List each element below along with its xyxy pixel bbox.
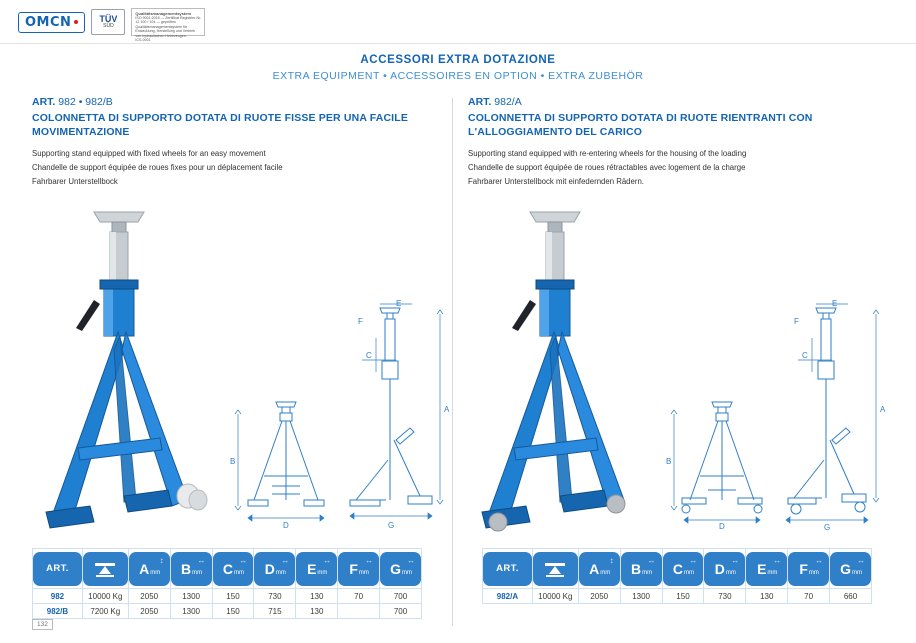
svg-text:F: F [358, 317, 363, 327]
header-pill-g [830, 552, 871, 586]
omcn-logo [18, 12, 85, 33]
unit-b: mm [642, 569, 653, 576]
cell-d: 715 [254, 604, 296, 619]
omcn-logo-text: OMCN [25, 14, 72, 30]
art-label: ART. [468, 96, 492, 108]
cell-c: 150 [212, 589, 254, 604]
unit-f: mm [808, 569, 819, 576]
unit-a: mm [150, 569, 161, 576]
cell-b: 1300 [620, 589, 662, 604]
svg-text:C: C [802, 351, 808, 361]
header-letter-a: A [139, 560, 150, 577]
cell-b: 1300 [170, 589, 212, 604]
spec-header-a [578, 549, 620, 589]
svg-text:E: E [832, 299, 838, 309]
arrow-horizontal-icon: ↔ [323, 555, 332, 565]
unit-d: mm [725, 569, 736, 576]
header-pill-a [579, 552, 620, 586]
tuv-sublabel: SÜD [103, 23, 114, 30]
spec-header-f [788, 549, 830, 589]
unit-g: mm [401, 569, 412, 576]
svg-text:G: G [388, 521, 395, 531]
art-line-left [32, 96, 452, 108]
art-line-right [468, 96, 888, 108]
header-letter-f: F [349, 560, 358, 577]
page-subtitle: EXTRA EQUIPMENT • ACCESSOIRES EN OPTION • EXTRA ZUBEHÖR [272, 70, 644, 82]
product-headline-left: COLONNETTA DI SUPPORTO DOTATA DI RUOTE FISSE PER UNA FACILE MOVIMENTAZIONE [32, 112, 408, 139]
spec-header-g [380, 549, 422, 589]
svg-text:G: G [824, 523, 831, 533]
spec-header-d [254, 549, 296, 589]
arrow-horizontal-icon: ↔ [815, 555, 824, 565]
header-pill-e [746, 552, 787, 586]
certificate-box [131, 8, 205, 43]
cell-a: 2050 [128, 589, 170, 604]
svg-text:A: A [880, 405, 886, 415]
cell-art: 982/B [33, 604, 83, 619]
arrow-horizontal-icon: ↔ [647, 555, 656, 565]
cell-g: 700 [380, 604, 422, 619]
load-capacity-icon [92, 559, 118, 579]
certificate-footer: ICS-0001 [135, 38, 151, 43]
stand-side-view-left [336, 300, 456, 530]
stand-front-view-right [664, 390, 776, 530]
spec-header-art [483, 549, 533, 589]
description-de: Fahrbarer Unterstellbock mit einfedernden Rädern. [468, 176, 644, 186]
spec-header-b [170, 549, 212, 589]
unit-e: mm [317, 569, 328, 576]
spec-table-left [32, 548, 422, 619]
header-pill-b [171, 552, 212, 586]
header-pill-d [254, 552, 295, 586]
spec-header-a [128, 549, 170, 589]
header-letter-f: F [799, 560, 808, 577]
spec-table [482, 548, 872, 604]
svg-text:B: B [230, 457, 236, 467]
spec-header-f [338, 549, 380, 589]
cell-e: 130 [296, 589, 338, 604]
spec-header-b [620, 549, 662, 589]
table-row [483, 589, 872, 604]
cell-e: 130 [746, 589, 788, 604]
svg-text:C: C [366, 351, 372, 361]
art-label: ART. [32, 96, 56, 108]
svg-text:D: D [283, 521, 289, 531]
header-letter-b: B [631, 560, 642, 577]
cell-b: 1300 [170, 604, 212, 619]
cell-c: 150 [662, 589, 704, 604]
header-letter-b: B [181, 560, 192, 577]
cell-f: 70 [788, 589, 830, 604]
cell-art: 982 [33, 589, 83, 604]
arrow-horizontal-icon: ↔ [365, 555, 374, 565]
product-description-left [32, 147, 452, 188]
description-de: Fahrbarer Unterstellbock [32, 176, 118, 186]
header-letter-g: G [840, 560, 851, 577]
header-pill-b [621, 552, 662, 586]
tuv-certification-icon [91, 9, 125, 35]
header-letter-g: G [390, 560, 401, 577]
cell-f: 70 [338, 589, 380, 604]
header-letter-d: D [264, 560, 275, 577]
spec-header-d [704, 549, 746, 589]
spec-header-g [830, 549, 872, 589]
header-pill-load [533, 552, 578, 586]
header-letter-d: D [714, 560, 725, 577]
table-row [33, 589, 422, 604]
arrow-horizontal-icon: ↔ [731, 555, 740, 565]
spec-table [32, 548, 422, 619]
header-letter-a: A [589, 560, 600, 577]
unit-f: mm [358, 569, 369, 576]
arrow-horizontal-icon: ↔ [857, 555, 865, 565]
arrow-vertical-icon: ↕ [159, 555, 164, 565]
cell-d: 730 [704, 589, 746, 604]
description-en: Supporting stand equipped with re-entering wheels for the housing of the loading [468, 149, 747, 159]
unit-a: mm [600, 569, 611, 576]
header-letter-e: E [757, 560, 767, 577]
art-codes: 982 • 982/B [58, 96, 113, 108]
cell-d: 730 [254, 589, 296, 604]
cell-f [338, 604, 380, 619]
product-block-right [468, 96, 888, 539]
spec-header-row [483, 549, 872, 589]
spec-header-load [82, 549, 128, 589]
illustration-left [32, 194, 452, 539]
svg-text:E: E [396, 299, 402, 309]
logo-dot-icon [74, 20, 78, 24]
spec-header-e [746, 549, 788, 589]
product-description-right [468, 147, 888, 188]
description-fr: Chandelle de support équipée de roues fixes pour un déplacement facile [32, 162, 283, 172]
header-pill-c [213, 552, 254, 586]
unit-c: mm [234, 569, 245, 576]
certificate-body: ISO 9001:2015 — Zertifikat Registrier-Nr. 12 100 / 104 — geprüftes Qualitätsmanagementsystem für Entwicklung, Herstellung und Vertrieb von hydraulischen Hebezeugen. [135, 16, 202, 38]
header-letter-c: C [672, 560, 684, 577]
svg-text:A: A [444, 405, 450, 415]
cell-load: 10000 Kg [82, 589, 128, 604]
header-pill-a [129, 552, 170, 586]
svg-text:D: D [719, 522, 725, 532]
arrow-horizontal-icon: ↔ [197, 555, 206, 565]
arrow-horizontal-icon: ↔ [239, 555, 248, 565]
header-letter-e: E [307, 560, 317, 577]
stand-photo-left [32, 200, 232, 540]
spec-header-load [532, 549, 578, 589]
cell-a: 2050 [128, 604, 170, 619]
product-block-left [32, 96, 452, 539]
load-capacity-icon [542, 559, 568, 579]
header-pill-d [704, 552, 745, 586]
spec-header-c [662, 549, 704, 589]
unit-e: mm [767, 569, 778, 576]
cell-c: 150 [212, 604, 254, 619]
page-header [0, 0, 916, 44]
arrow-horizontal-icon: ↔ [773, 555, 782, 565]
cell-load: 7200 Kg [82, 604, 128, 619]
spec-table-right [482, 548, 872, 604]
spec-header-row [33, 549, 422, 589]
cell-e: 130 [296, 604, 338, 619]
spec-header-art [33, 549, 83, 589]
header-pill-c [663, 552, 704, 586]
header-letter-c: C [222, 560, 234, 577]
page-title-block [0, 54, 916, 82]
product-headline-right: COLONNETTA DI SUPPORTO DOTATA DI RUOTE RIENTRANTI CON L'ALLOGGIAMENTO DEL CARICO [468, 112, 813, 139]
arrow-horizontal-icon: ↔ [407, 555, 415, 565]
art-codes: 982/A [494, 96, 522, 108]
header-pill-load [83, 552, 128, 586]
tuv-label: TÜV [99, 13, 118, 24]
header-pill-art: ART. [33, 552, 82, 586]
certificate-title: Qualitätsmanagementsystem [135, 11, 191, 16]
table-row [33, 604, 422, 619]
header-pill-f [338, 552, 379, 586]
cell-g: 660 [830, 589, 872, 604]
unit-g: mm [851, 569, 862, 576]
arrow-vertical-icon: ↕ [609, 555, 614, 565]
svg-text:F: F [794, 317, 799, 327]
stand-photo-right [468, 200, 668, 540]
page-title: ACCESSORI EXTRA DOTAZIONE [360, 54, 556, 66]
cell-a: 2050 [578, 589, 620, 604]
brand-logo-group [18, 8, 205, 43]
header-pill-e [296, 552, 337, 586]
arrow-horizontal-icon: ↔ [689, 555, 698, 565]
header-pill-art: ART. [483, 552, 532, 586]
arrow-horizontal-icon: ↔ [281, 555, 290, 565]
unit-b: mm [192, 569, 203, 576]
spec-header-c [212, 549, 254, 589]
header-pill-f [788, 552, 829, 586]
header-pill-g [380, 552, 421, 586]
page-number: 132 [32, 619, 53, 630]
unit-d: mm [275, 569, 286, 576]
description-en: Supporting stand equipped with fixed wheels for an easy movement [32, 149, 266, 159]
cell-art: 982/A [483, 589, 533, 604]
cell-load: 10000 Kg [532, 589, 578, 604]
cell-g: 700 [380, 589, 422, 604]
svg-text:B: B [666, 457, 672, 467]
unit-c: mm [684, 569, 695, 576]
description-fr: Chandelle de support équipée de roues rétractables avec logement de la charge [468, 162, 746, 172]
stand-side-view-right [772, 299, 892, 533]
spec-header-e [296, 549, 338, 589]
illustration-right [468, 194, 888, 539]
stand-front-view-left [228, 390, 340, 530]
